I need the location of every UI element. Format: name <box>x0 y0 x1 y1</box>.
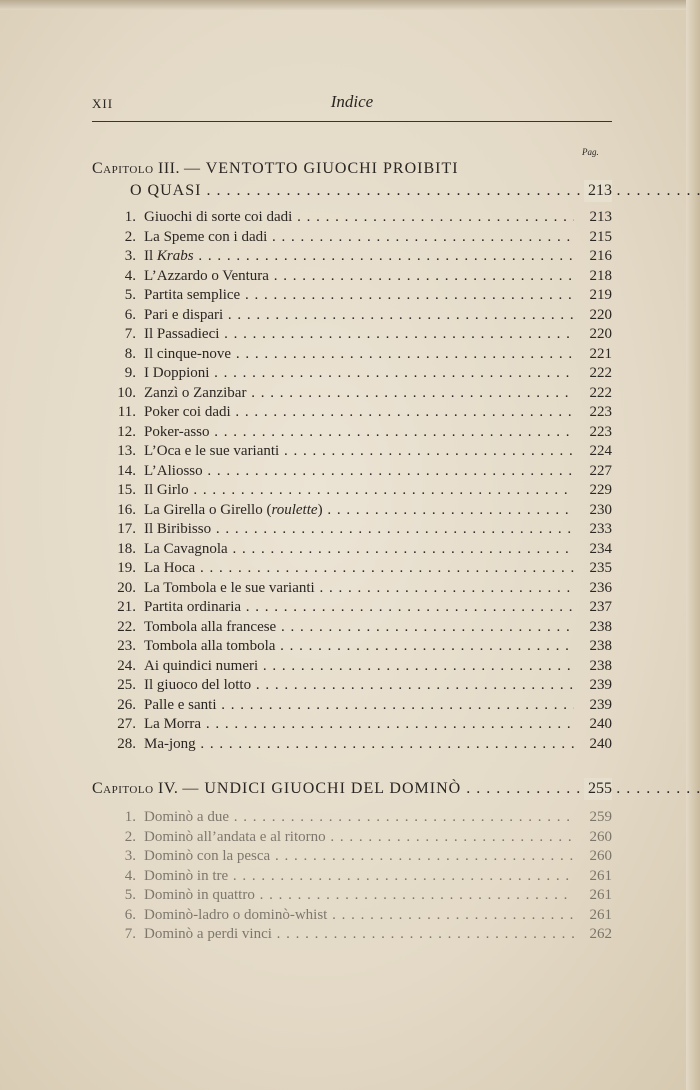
entry-page: 227 <box>589 462 612 479</box>
entry-page: 261 <box>589 906 612 923</box>
toc-entry <box>92 462 612 482</box>
toc-entry <box>92 735 612 755</box>
entry-number: 10. <box>117 384 136 401</box>
entry-page: 222 <box>589 384 612 401</box>
entry-page: 223 <box>589 423 612 440</box>
entry-number: 25. <box>117 677 136 693</box>
entry-number: 4. <box>124 867 136 884</box>
toc-entry <box>92 540 612 560</box>
entry-number: 26. <box>117 696 136 713</box>
entry-number: 8. <box>124 345 136 362</box>
entry-page: 235 <box>589 560 612 576</box>
entry-title: La Girella o Girello (roulette) . . . <box>144 501 574 521</box>
chapter-4-label: Capitolo IV. <box>92 780 179 797</box>
entry-title: Il giuoco del lotto . . . <box>144 676 574 696</box>
entry-number: 6. <box>124 306 136 323</box>
entry-number: 23. <box>117 638 136 654</box>
entry-number: 1. <box>124 809 136 825</box>
entry-page: 222 <box>589 365 612 381</box>
entry-title: Partita semplice . . . <box>144 286 574 306</box>
entry-title: Tombola alla tombola . . . <box>144 637 574 657</box>
chapter-3-page: 213 <box>584 180 612 202</box>
page-top-edge <box>0 0 700 10</box>
entry-page: 213 <box>589 209 612 225</box>
entry-page: 234 <box>589 540 612 557</box>
entry-number: 12. <box>117 423 136 440</box>
toc-entry <box>92 847 612 867</box>
entry-number: 13. <box>117 443 136 459</box>
leader-dots <box>461 780 700 797</box>
entry-title: Il Passadieci . . . <box>144 325 574 345</box>
entry-page: 218 <box>589 267 612 284</box>
entry-page: 229 <box>589 482 612 498</box>
entry-number: 9. <box>124 365 136 381</box>
entry-page: 220 <box>589 326 612 342</box>
toc-entry <box>92 345 612 365</box>
entry-number: 18. <box>117 540 136 557</box>
entry-page: 260 <box>589 828 612 845</box>
chapter-4-heading <box>92 778 612 800</box>
entry-page: 220 <box>589 306 612 323</box>
chapter-3-title-line1: — VENTOTTO GIUOCHI PROIBITI <box>184 160 459 177</box>
toc-entry <box>92 828 612 848</box>
entry-number: 5. <box>124 887 136 903</box>
entry-title: L’Aliosso . . . <box>144 462 574 482</box>
entry-title: Ai quindici numeri . . . <box>144 657 574 677</box>
entry-page: 261 <box>589 867 612 884</box>
toc-entry <box>92 559 612 579</box>
chapter-4-entries <box>92 808 612 945</box>
entry-title: Palle e santi . . . <box>144 696 574 716</box>
entry-number: 16. <box>117 501 136 518</box>
entry-title: L’Oca e le sue varianti . . . <box>144 442 574 462</box>
entry-title: Dominò in tre . . . <box>144 867 574 887</box>
entry-title: La Morra . . . <box>144 715 574 735</box>
entry-page: 259 <box>589 809 612 825</box>
toc-entry <box>92 520 612 540</box>
entry-title: Il cinque-nove . . . <box>144 345 574 365</box>
toc-entry <box>92 579 612 599</box>
entry-title: I Doppioni . . . <box>144 364 574 384</box>
entry-number: 22. <box>117 618 136 635</box>
entry-number: 3. <box>124 848 136 864</box>
entry-page: 237 <box>589 599 612 615</box>
toc-entry <box>92 384 612 404</box>
entry-title: Giuochi di sorte coi dadi . . . <box>144 208 574 228</box>
entry-number: 21. <box>117 599 136 615</box>
entry-page: 219 <box>589 287 612 303</box>
entry-title: Tombola alla francese . . . <box>144 618 574 638</box>
toc-entry <box>92 657 612 677</box>
chapter-3-entries <box>92 208 612 754</box>
entry-number: 15. <box>117 482 136 498</box>
entry-number: 5. <box>124 287 136 303</box>
entry-number: 3. <box>124 248 136 264</box>
toc-entry <box>92 267 612 287</box>
toc-entry <box>92 423 612 443</box>
entry-title: Il Girlo . . . <box>144 481 574 501</box>
entry-page: 230 <box>589 501 612 518</box>
running-title: Indice <box>330 92 374 111</box>
chapter-4-page: 255 <box>584 778 612 800</box>
entry-title: Poker coi dadi . . . <box>144 403 574 423</box>
entry-title: Dominò-ladro o dominò-whist . . . <box>144 906 574 926</box>
toc-entry <box>92 598 612 618</box>
page-folio: XII <box>92 96 114 111</box>
entry-page: 215 <box>589 228 612 245</box>
chapter-3-heading <box>92 158 612 202</box>
entry-number: 14. <box>117 462 136 479</box>
entry-title: Dominò in quattro . . . <box>144 886 574 906</box>
entry-title: Ma-jong . . . <box>144 735 574 755</box>
entry-title: L’Azzardo o Ventura . . . <box>144 267 574 287</box>
entry-page: 238 <box>589 657 612 674</box>
entry-page: 239 <box>589 677 612 693</box>
toc-entry <box>92 228 612 248</box>
toc-entry <box>92 481 612 501</box>
toc-entry <box>92 618 612 638</box>
chapter-3-label: Capitolo III. <box>92 160 181 177</box>
entry-page: 224 <box>589 443 612 459</box>
header-rule <box>92 121 612 122</box>
running-header <box>92 92 612 116</box>
entry-title: Partita ordinaria . . . <box>144 598 574 618</box>
entry-title: Il Biribisso . . . <box>144 520 574 540</box>
entry-title: Zanzì o Zanzibar . . . <box>144 384 574 404</box>
entry-number: 17. <box>117 521 136 537</box>
entry-title: Poker-asso . . . <box>144 423 574 443</box>
toc-entry <box>92 637 612 657</box>
entry-title: Dominò all’andata e al ritorno . . . <box>144 828 574 848</box>
entry-page: 260 <box>589 848 612 864</box>
entry-title: La Tombola e le sue varianti . . . <box>144 579 574 599</box>
toc-entry <box>92 247 612 267</box>
entry-page: 223 <box>589 404 612 420</box>
page-column-label: Pag. <box>582 147 599 157</box>
entry-page: 216 <box>589 248 612 264</box>
entry-number: 20. <box>117 579 136 596</box>
entry-page: 238 <box>589 638 612 654</box>
entry-page: 261 <box>589 887 612 903</box>
toc-entry <box>92 306 612 326</box>
entry-number: 1. <box>124 209 136 225</box>
entry-number: 24. <box>117 657 136 674</box>
toc-entry <box>92 208 612 228</box>
chapter-3-title-line2: O QUASI <box>130 182 202 199</box>
entry-number: 7. <box>124 326 136 342</box>
entry-title: La Hoca . . . <box>144 559 574 579</box>
entry-page: 238 <box>589 618 612 635</box>
toc-entry <box>92 906 612 926</box>
entry-number: 7. <box>124 926 136 942</box>
toc-entry <box>92 925 612 945</box>
toc-entry <box>92 808 612 828</box>
entry-page: 262 <box>589 926 612 942</box>
entry-page: 233 <box>589 521 612 537</box>
entry-number: 2. <box>124 228 136 245</box>
toc-entry <box>92 325 612 345</box>
entry-title: Dominò a perdi vinci . . . <box>144 925 574 945</box>
toc-entry <box>92 696 612 716</box>
chapter-4-title: — UNDICI GIUOCHI DEL DOMINÒ <box>182 780 462 797</box>
entry-number: 4. <box>124 267 136 284</box>
entry-number: 11. <box>117 404 136 420</box>
toc-entry <box>92 676 612 696</box>
entry-page: 221 <box>589 345 612 362</box>
entry-title: Dominò con la pesca . . . <box>144 847 574 867</box>
entry-page: 240 <box>589 735 612 752</box>
entry-title: Dominò a due . . . <box>144 808 574 828</box>
entry-number: 27. <box>117 716 136 732</box>
entry-number: 6. <box>124 906 136 923</box>
entry-number: 28. <box>117 735 136 752</box>
toc-entry <box>92 442 612 462</box>
entry-number: 2. <box>124 828 136 845</box>
toc-entry <box>92 364 612 384</box>
entry-page: 236 <box>589 579 612 596</box>
toc-entry <box>92 286 612 306</box>
toc-entry <box>92 403 612 423</box>
toc-entry <box>92 715 612 735</box>
toc-entry <box>92 886 612 906</box>
entry-page: 240 <box>589 716 612 732</box>
toc-entry <box>92 867 612 887</box>
page-right-edge <box>686 0 700 1090</box>
entry-title: La Cavagnola . . . <box>144 540 574 560</box>
entry-title: Il Krabs . . . <box>144 247 574 267</box>
entry-number: 19. <box>117 560 136 576</box>
entry-title: La Speme con i dadi . . . <box>144 228 574 248</box>
leader-dots <box>201 182 700 199</box>
toc-entry <box>92 501 612 521</box>
entry-title: Pari e dispari . . . <box>144 306 574 326</box>
entry-page: 239 <box>589 696 612 713</box>
